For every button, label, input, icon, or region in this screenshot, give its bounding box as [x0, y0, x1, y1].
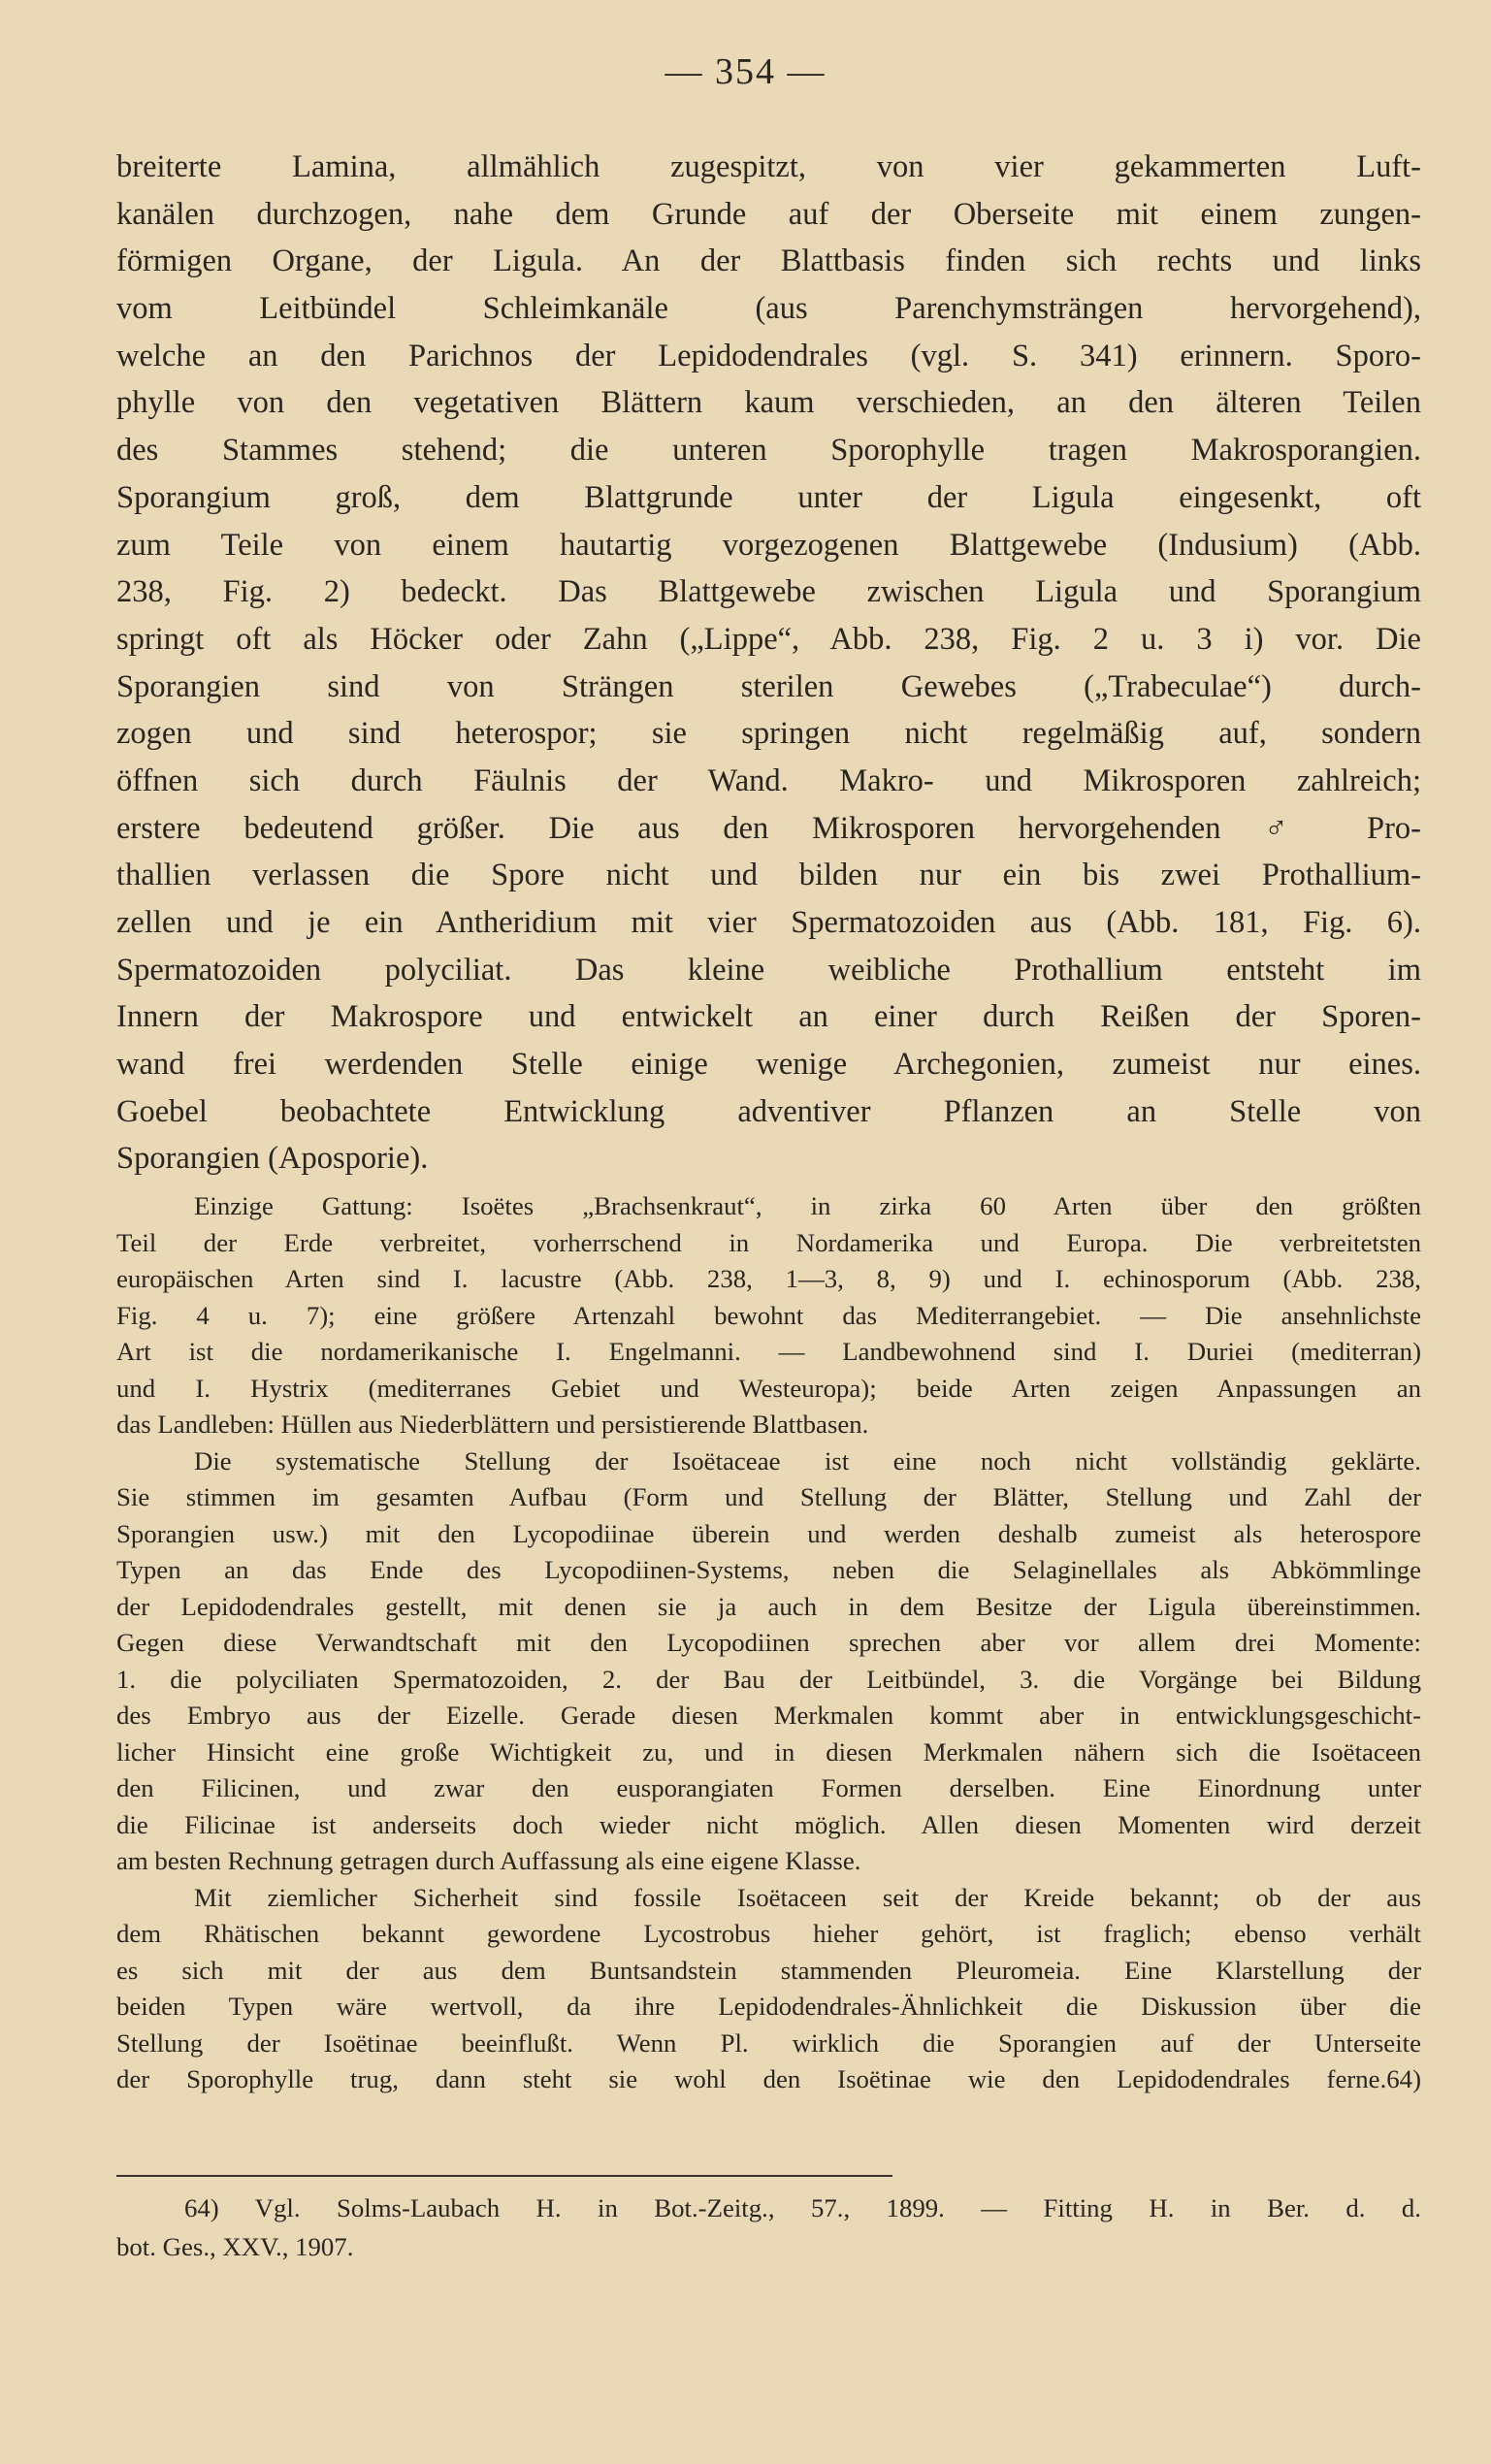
- text-line: springt oft als Höcker oder Zahn („Lippe“, Abb. 238, Fig. 2 u. 3 i) vor. Die: [116, 621, 1421, 657]
- small-text-line: den Filicinen, und zwar den eusporangiaten Formen derselben. Eine Einordnung unter: [116, 1773, 1421, 1803]
- small-text-line: licher Hinsicht eine große Wichtigkeit zu, und in diesen Merkmalen nähern sich die Isoëtaceen: [116, 1736, 1421, 1767]
- text-line: wand frei werdenden Stelle einige wenige Archegonien, zumeist nur eines.: [116, 1047, 1421, 1083]
- text-line: zellen und je ein Antheridium mit vier Spermatozoiden aus (Abb. 181, Fig. 6).: [116, 905, 1421, 940]
- small-text-line: Gegen diese Verwandtschaft mit den Lycopodiinen sprechen aber vor allem drei Momente:: [116, 1628, 1421, 1658]
- text-line: kanälen durchzogen, nahe dem Grunde auf der Oberseite mit einem zungen-: [116, 196, 1421, 232]
- small-text-line: das Landleben: Hüllen aus Niederblättern und persistierende Blattbasen.: [116, 1410, 869, 1440]
- small-text-line: Einzige Gattung: Isoëtes „Brachsenkraut“, in zirka 60 Arten über den größten: [194, 1191, 1421, 1221]
- text-line: welche an den Parichnos der Lepidodendrales (vgl. S. 341) erinnern. Sporo-: [116, 338, 1421, 373]
- small-text-line: Die systematische Stellung der Isoëtaceae ist eine noch nicht vollständig geklärte.: [194, 1445, 1421, 1475]
- small-text-line: 1. die polyciliaten Spermatozoiden, 2. der Bau der Leitbündel, 3. die Vorgänge bei Bildung: [116, 1664, 1421, 1694]
- page-number: — 354 —: [664, 51, 827, 92]
- text-line: förmigen Organe, der Ligula. An der Blattbasis finden sich rechts und links: [116, 243, 1421, 279]
- text-line: zogen und sind heterospor; sie springen nicht regelmäßig auf, sondern: [116, 716, 1421, 752]
- small-text-line: Teil der Erde verbreitet, vorherrschend in Nordamerika und Europa. Die verbreitetsten: [116, 1227, 1421, 1257]
- text-line: Sporangium groß, dem Blattgrunde unter der Ligula eingesenkt, oft: [116, 479, 1421, 515]
- footnote: [116, 2188, 1421, 2266]
- text-line: Goebel beobachtete Entwicklung adventiver Pflanzen an Stelle von: [116, 1093, 1421, 1129]
- text-line: Sporangien sind von Strängen sterilen Gewebes („Trabeculae“) durch-: [116, 668, 1421, 704]
- small-text-line: der Lepidodendrales gestellt, mit denen sie ja auch in dem Besitze der Ligula übereinstimmen.: [116, 1591, 1421, 1621]
- text-line: Sporangien (Aposporie).: [116, 1141, 429, 1177]
- small-text-line: Sie stimmen im gesamten Aufbau (Form und Stellung der Blätter, Stellung und Zahl der: [116, 1482, 1421, 1512]
- footnote-divider: [116, 2175, 892, 2177]
- text-line: Spermatozoiden polyciliat. Das kleine weibliche Prothallium entsteht im: [116, 952, 1421, 988]
- text-line: öffnen sich durch Fäulnis der Wand. Makro- und Mikrosporen zahlreich;: [116, 762, 1421, 798]
- footnote-line: bot. Ges., XXV., 1907.: [116, 2232, 354, 2261]
- text-line: vom Leitbündel Schleimkanäle (aus Parenchymsträngen hervorgehend),: [116, 291, 1421, 327]
- small-text-line: die Filicinae ist anderseits doch wieder nicht möglich. Allen diesen Momenten wird derzeit: [116, 1809, 1421, 1839]
- footnote-line: 64) Vgl. Solms-Laubach H. in Bot.-Zeitg., 57., 1899. — Fitting H. in Ber. d. d.: [184, 2193, 1421, 2222]
- small-text-line: Sporangien usw.) mit den Lycopodiinae überein und werden deshalb zumeist als heterospore: [116, 1518, 1421, 1548]
- text-line: Innern der Makrospore und entwickelt an einer durch Reißen der Sporen-: [116, 999, 1421, 1035]
- small-text-line: Art ist die nordamerikanische I. Engelmanni. — Landbewohnend sind I. Duriei (mediterran): [116, 1337, 1421, 1367]
- small-text-line: Mit ziemlicher Sicherheit sind fossile Isoëtaceen seit der Kreide bekannt; ob der aus: [194, 1882, 1421, 1912]
- small-text-line: es sich mit der aus dem Buntsandstein stammenden Pleuromeia. Eine Klarstellung der: [116, 1955, 1421, 1985]
- small-text-line: Fig. 4 u. 7); eine größere Artenzahl bewohnt das Mediterrangebiet. — Die ansehnlichste: [116, 1300, 1421, 1330]
- small-text-line: und I. Hystrix (mediterranes Gebiet und Westeuropa); beide Arten zeigen Anpassungen an: [116, 1373, 1421, 1403]
- small-text-line: dem Rhätischen bekannt gewordene Lycostrobus hieher gehört, ist fraglich; ebenso verhält: [116, 1919, 1421, 1949]
- small-text-line: am besten Rechnung getragen durch Auffassung als eine eigene Klasse.: [116, 1846, 861, 1876]
- small-text-line: der Sporophylle trug, dann steht sie wohl den Isoëtinae wie den Lepidodendrales ferne.64): [116, 2064, 1421, 2094]
- text-line: breiterte Lamina, allmählich zugespitzt, von vier gekammerten Luft-: [116, 149, 1421, 184]
- small-text-line: beiden Typen wäre wertvoll, da ihre Lepidodendrales-Ähnlichkeit die Diskussion über die: [116, 1992, 1421, 2022]
- text-line: zum Teile von einem hautartig vorgezogenen Blattgewebe (Indusium) (Abb.: [116, 527, 1421, 563]
- small-text-line: Stellung der Isoëtinae beeinflußt. Wenn Pl. wirklich die Sporangien auf der Unterseite: [116, 2027, 1421, 2058]
- main-text: [116, 144, 1421, 2098]
- small-text-line: europäischen Arten sind I. lacustre (Abb. 238, 1—3, 8, 9) und I. echinosporum (Abb. 238,: [116, 1264, 1421, 1294]
- text-line: thallien verlassen die Spore nicht und bilden nur ein bis zwei Prothallium-: [116, 858, 1421, 893]
- text-line: phylle von den vegetativen Blättern kaum verschieden, an den älteren Teilen: [116, 385, 1421, 421]
- small-text-line: des Embryo aus der Eizelle. Gerade diesen Merkmalen kommt aber in entwicklungsgeschicht-: [116, 1701, 1421, 1731]
- text-line: 238, Fig. 2) bedeckt. Das Blattgewebe zwischen Ligula und Sporangium: [116, 574, 1421, 610]
- small-text-line: Typen an das Ende des Lycopodiinen-Systems, neben die Selaginellales als Abkömmlinge: [116, 1555, 1421, 1585]
- text-line: erstere bedeutend größer. Die aus den Mikrosporen hervorgehenden ♂ Pro-: [116, 810, 1421, 846]
- text-line: des Stammes stehend; die unteren Sporophylle tragen Makrosporangien.: [116, 433, 1421, 469]
